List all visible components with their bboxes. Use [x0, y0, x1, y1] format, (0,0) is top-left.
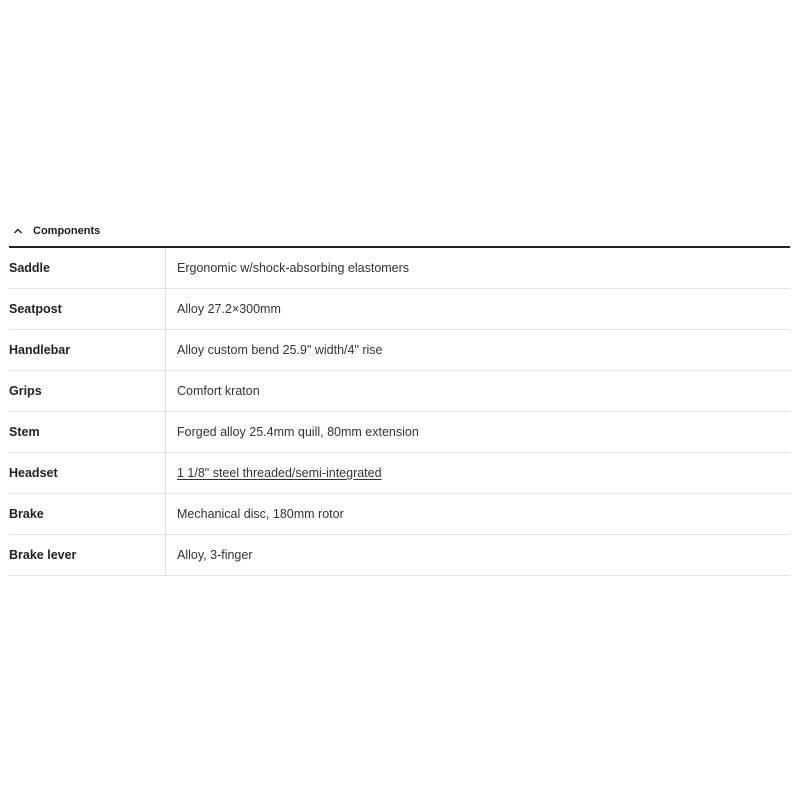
table-row — [9, 248, 790, 289]
table-row — [9, 289, 790, 330]
spec-value-saddle: Ergonomic w/shock-absorbing elastomers — [166, 248, 791, 289]
spec-value-handlebar: Alloy custom bend 25.9" width/4" rise — [166, 330, 791, 371]
table-row — [9, 412, 790, 453]
spec-label-saddle: Saddle — [9, 248, 166, 289]
spec-value-headset-cell — [166, 453, 791, 494]
spec-value-seatpost: Alloy 27.2×300mm — [166, 289, 791, 330]
table-row — [9, 371, 790, 412]
table-row — [9, 494, 790, 535]
table-row — [9, 453, 790, 494]
spec-label-grips: Grips — [9, 371, 166, 412]
spec-table — [9, 248, 790, 576]
spec-label-seatpost: Seatpost — [9, 289, 166, 330]
spec-label-headset: Headset — [9, 453, 166, 494]
headset-spec-link[interactable]: 1 1/8" steel threaded/semi-integrated — [177, 466, 382, 480]
spec-label-brake: Brake — [9, 494, 166, 535]
spec-label-handlebar: Handlebar — [9, 330, 166, 371]
spec-value-grips: Comfort kraton — [166, 371, 791, 412]
spec-value-brake: Mechanical disc, 180mm rotor — [166, 494, 791, 535]
components-section-toggle[interactable] — [9, 216, 790, 248]
table-row — [9, 535, 790, 576]
section-title: Components — [33, 225, 101, 237]
table-row — [9, 330, 790, 371]
spec-value-brake-lever: Alloy, 3-finger — [166, 535, 791, 576]
spec-value-stem: Forged alloy 25.4mm quill, 80mm extension — [166, 412, 791, 453]
spec-label-brake-lever: Brake lever — [9, 535, 166, 576]
chevron-up-icon — [13, 227, 23, 235]
components-spec-section — [9, 216, 790, 576]
spec-label-stem: Stem — [9, 412, 166, 453]
